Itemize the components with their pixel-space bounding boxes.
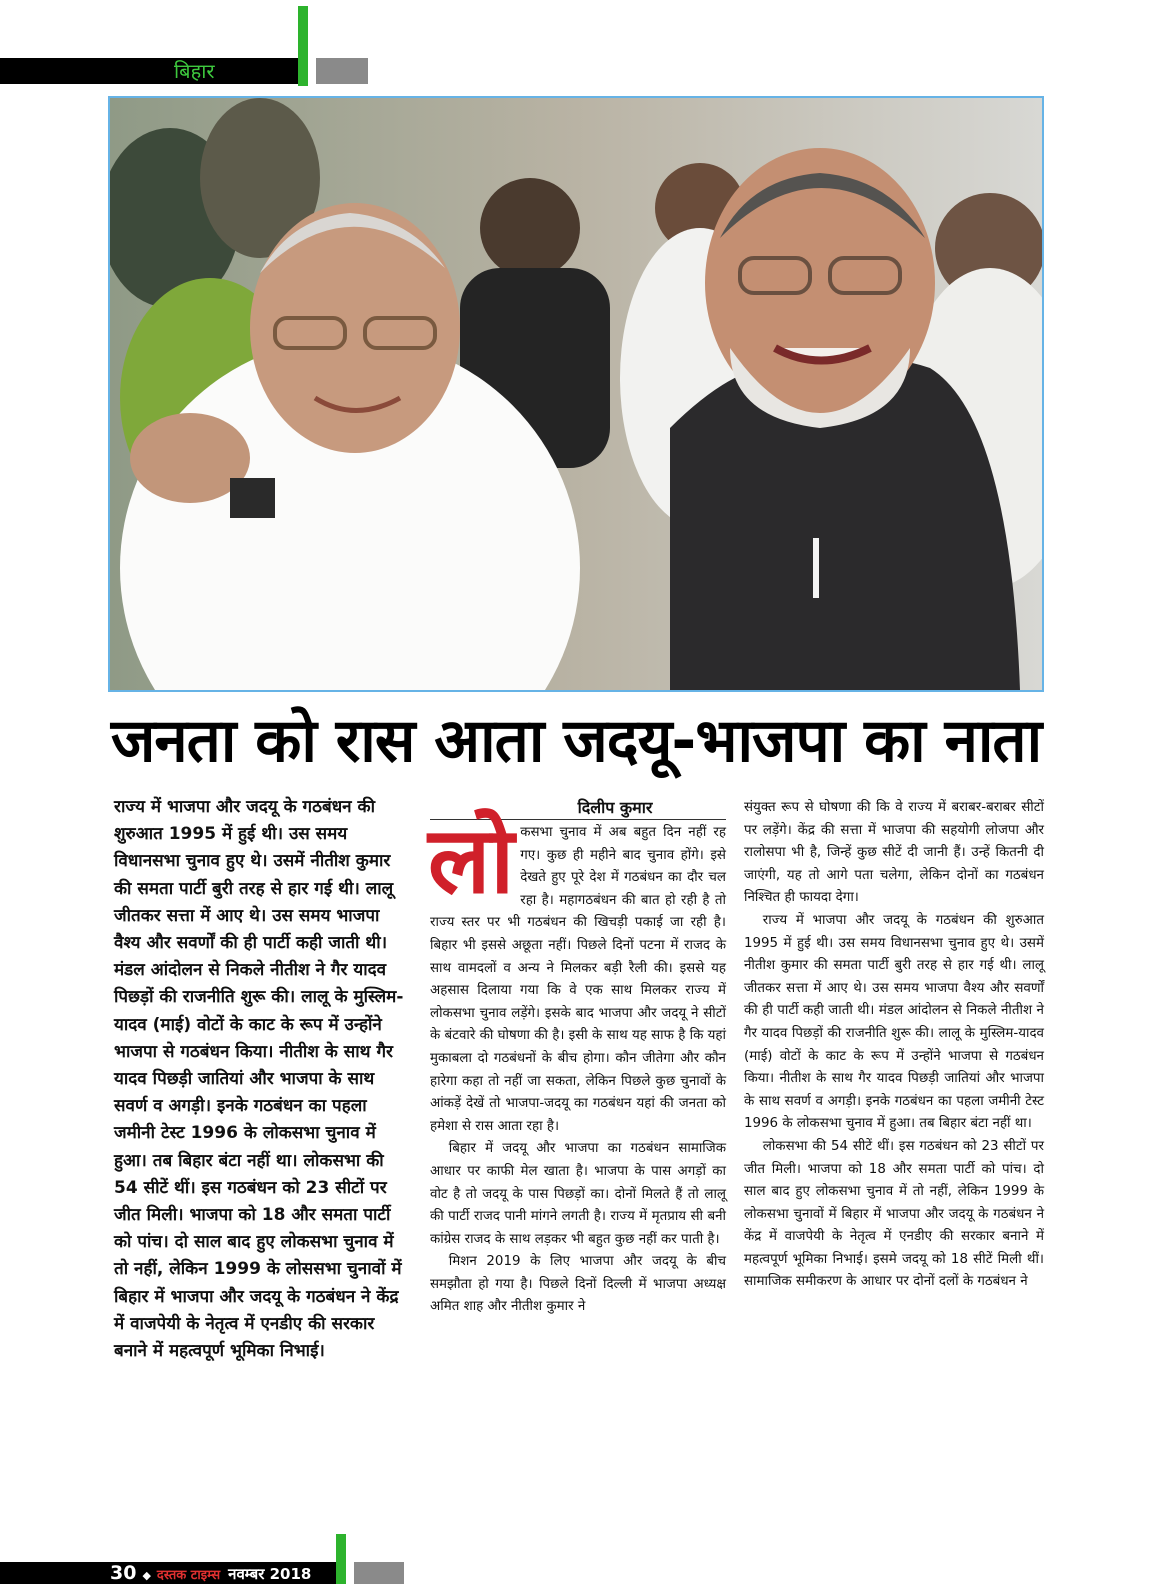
- footer-green-bar: [336, 1534, 346, 1584]
- section-label: बिहार: [174, 59, 215, 83]
- paragraph: कसभा चुनाव में अब बहुत दिन नहीं रह गए। कुछ ही महीने बाद चुनाव होंगे। इसे देखते हुए पूरे देश में गठबंधन का दौर चल रहा है। महागठबंधन की बात हो रही है तो राज्य स्तर पर भी गठबंधन की खिचड़ी पकाई जा रही है। बिहार भी इससे अछूता नहीं। पिछले दिनों पटना में राजद के साथ वामदलों व अन्य ने मिलकर बड़ी रैली की। इससे यह अहसास दिलाया गया कि वे एक साथ मिलकर राज्य में लोकसभा चुनाव लड़ेंगे। इसके बाद भाजपा और जदयू ने सीटों के बंटवारे की घोषणा की है। इसी के साथ यह साफ है कि यहां मुकाबला दो गठबंधनों के बीच होगा। कौन जीतेगा और कौन हारेगा कहा तो नहीं जा सकता, लेकिन पिछले कुछ चुनावों के आंकड़ें देखें तो भाजपा-जदयू का गठबंधन यहां की जनता को हमेशा से रास आता रहा है।: [430, 825, 726, 1134]
- politicians-photo-icon: [110, 98, 1042, 690]
- header-gray-block: [316, 58, 368, 84]
- author-byline: दिलीप कुमार: [430, 797, 726, 820]
- column-1-text: राज्य में भाजपा और जदयू के गठबंधन की शुरुआत 1995 में हुई थी। उस समय विधानसभा चुनाव हुए थे। उसमें नीतीश कुमार की समता पार्टी बुरी तरह से हार गई थी। लालू जीतकर सत्ता में आए थे। उस समय भाजपा वैश्य और सवर्णों की ही पार्टी कही जाती थी। मंडल आंदोलन से निकले नीतीश ने गैर यादव पिछड़ों की राजनीति शुरू की। लालू के मुस्लिम-यादव (माई) वोटों के काट के रूप में उन्होंने भाजपा से गठबंधन किया। नीतीश के साथ गैर यादव पिछड़ी जातियां और भाजपा के साथ सवर्ण व अगड़ी। इनके गठबंधन का पहला जमीनी टेस्ट 1996 के लोकसभा चुनाव में हुआ। तब बिहार बंटा नहीं था। लोकसभा की 54 सीटें थीं। इस गठबंधन को 23 सीटों पर जीत मिली। भाजपा को 18 और समता पार्टी को पांच। दो साल बाद हुए लोकसभा चुनाव में तो नहीं, लेकिन 1999 के लोससभा चुनावों में बिहार में भाजपा और जदयू के गठबंधन ने केंद्र में वाजपेयी के नेतृत्व में एनडीए की सरकार बनाने में महत्वपूर्ण भूमिका निभाई।: [114, 797, 404, 1362]
- footer: [110, 1562, 311, 1584]
- issue-date: नवम्बर 2018: [228, 1565, 312, 1583]
- drop-cap: लो: [428, 807, 515, 914]
- column-2: [430, 797, 726, 1319]
- paragraph: लोकसभा की 54 सीटें थीं। इस गठबंधन को 23 सीटों पर जीत मिली। भाजपा को 18 और समता पार्टी को पांच। दो साल बाद हुए लोकसभा चुनाव में तो नहीं, लेकिन 1999 के लोकसभा चुनावों में बिहार में भाजपा और जदयू के गठबंधन ने केंद्र में वाजपेयी के नेतृत्व में एनडीए की सरकार बनाने में महत्वपूर्ण भूमिका निभाई। इसमे जदयू को 18 सीटें मिली थीं। सामाजिक समीकरण के आधार पर दोनों दलों के गठबंधन ने: [744, 1138, 1044, 1290]
- paragraph: संयुक्त रूप से घोषणा की कि वे राज्य में बराबर-बराबर सीटों पर लड़ेंगे। केंद्र की सत्ता में भाजपा की सहयोगी लोजपा और रालोसपा भी है, जिन्हें कुछ सीटें दी जानी हैं। उन्हें कितनी दी जाएंगी, यह तो आगे पता चलेगा, लेकिन दोनों का गठबंधन निश्चित ही फायदा देगा।: [744, 800, 1044, 906]
- header-black-band: [0, 58, 298, 84]
- paragraph: मिशन 2019 के लिए भाजपा और जदयू के बीच समझौता हो गया है। पिछले दिनों दिल्ली में भाजपा अध्यक्ष अमित शाह और नीतीश कुमार ने: [430, 1254, 726, 1315]
- diamond-bullet-icon: ◆: [142, 1569, 151, 1582]
- header-green-bar: [298, 6, 308, 86]
- lead-photo: [108, 96, 1044, 692]
- footer-gray-block: [354, 1562, 404, 1584]
- magazine-logo: दस्तक टाइम्स: [156, 1568, 221, 1583]
- headline: जनता को रास आता जदयू-भाजपा का नाता: [110, 706, 1042, 776]
- paragraph: राज्य में भाजपा और जदयू के गठबंधन की शुरुआत 1995 में हुई थी। उस समय विधानसभा चुनाव हुए थे। उसमें नीतीश कुमार की समता पार्टी बुरी तरह से हार गई थी। लालू जीतकर सत्ता में आए थे। उस समय भाजपा वैश्य और सवर्णों की ही पार्टी कही जाती थी। मंडल आंदोलन से निकले नीतीश ने गैर यादव पिछड़ों की राजनीति शुरू की। लालू के मुस्लिम-यादव (माई) वोटों के काट के रूप में उन्होंने भाजपा से गठबंधन किया। नीतीश के साथ गैर यादव पिछड़ी जातियां और भाजपा के साथ सवर्ण व अगड़ी। इनके गठबंधन का पहला जमीनी टेस्ट 1996 के लोकसभा चुनाव में हुआ। तब बिहार बंटा नहीं था।: [744, 912, 1044, 1132]
- column-3: [744, 797, 1044, 1294]
- paragraph: बिहार में जदयू और भाजपा का गठबंधन सामाजिक आधार पर काफी मेल खाता है। भाजपा के पास अगड़ों का वोट है तो जदयू के पास पिछड़ों का। दोनों मिलते हैं तो लालू की पार्टी राजद पानी मांगने लगती है। राज्य में मृतप्राय सी बनी कांग्रेस राजद के साथ लड़कर भी बहुत कुछ नहीं कर पाती है।: [430, 1141, 726, 1247]
- page-number: 30: [110, 1562, 137, 1584]
